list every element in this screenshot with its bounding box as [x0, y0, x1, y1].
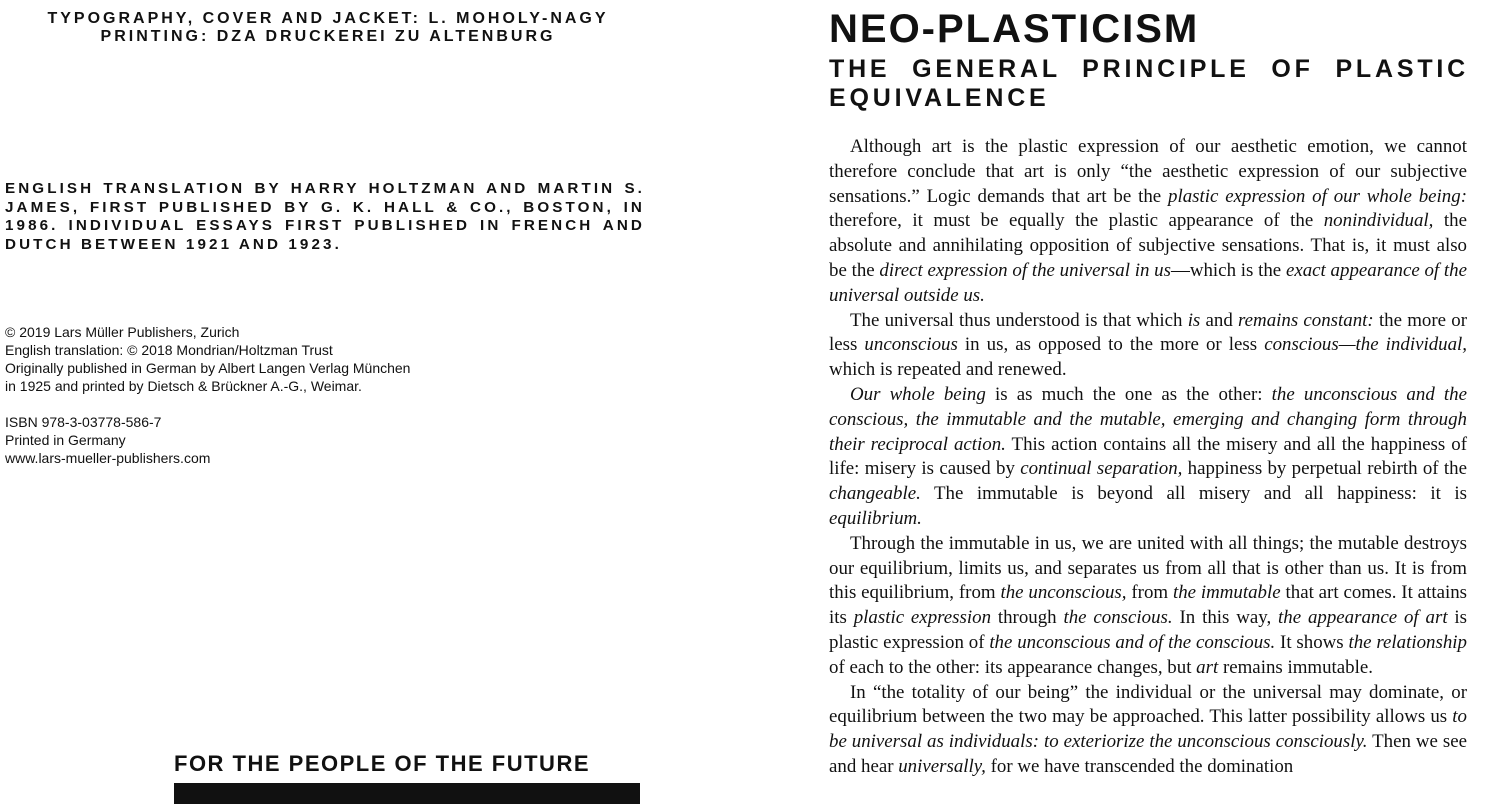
text-run: which is repeated and renewed.	[829, 359, 1067, 381]
text-run: happiness by perpetual rebirth of the	[1182, 458, 1467, 480]
translation-note: ENGLISH TRANSLATION BY HARRY HOLTZMAN AND MARTIN S. JAMES, FIRST PUBLISHED BY G. K. HALL & CO., BOSTON, IN 1986. INDIVIDUAL ESSAYS FIRST PUBLISHED IN FRENCH AND DUTCH BETWEEN 1921 AND 1923.	[5, 180, 645, 253]
text-run: In “the totality of our being” the individual or the universal may dominate, or equilibrium between the two may be approached. This latter possibility allows us	[829, 681, 1467, 728]
italic-run: to be universal as individuals: to exteriorize the unconscious consciously.	[829, 706, 1467, 753]
printing-credit: PRINTING: DZA DRUCKEREI ZU ALTENBURG	[100, 28, 556, 45]
italic-run: direct expression of the universal in us	[879, 259, 1171, 281]
italic-run: remains constant:	[1238, 309, 1374, 331]
paragraph	[829, 383, 1467, 532]
publisher-website: www.lars-mueller-publishers.com	[5, 450, 211, 466]
text-run: Although art is the plastic expression of our aesthetic emotion, we cannot therefore conclude that art is only “the aesthetic expression of our subjective sensations.” Logic demands that art be the	[829, 136, 1467, 207]
text-run: from	[1126, 582, 1173, 604]
italic-run: the unconscious and the conscious, the immutable and the mutable, emerging and changing form through their reciprocal action.	[829, 383, 1467, 455]
text-run: through	[991, 607, 1064, 629]
dedication: FOR THE PEOPLE OF THE FUTURE	[174, 751, 591, 776]
italic-run: plastic expression of our whole being:	[1168, 185, 1467, 207]
text-run: The universal thus understood is that which	[850, 309, 1188, 331]
text-run: —which is the	[1170, 259, 1286, 281]
printed-in-line: Printed in Germany	[5, 432, 126, 448]
text-run: the absolute and annihilating opposition of subjective sensations. That is, it must also be the	[829, 210, 1467, 281]
italic-run: unconscious	[864, 334, 958, 356]
italic-run: the unconscious,	[1000, 582, 1127, 604]
copyright-line: © 2019 Lars Müller Publishers, Zurich	[5, 324, 240, 340]
printing-credits	[18, 10, 638, 46]
page-subtitle: THE GENERAL PRINCIPLE OF PLASTIC EQUIVALENCE	[829, 55, 1469, 112]
italic-run: equilibrium.	[829, 507, 922, 529]
text-run: Through the immutable in us, we are united with all things; the mutable destroys our equilibrium, limits us, and separates us from all that is other than us. It is from this equilibrium, from	[829, 532, 1467, 604]
italic-run: nonindividual,	[1323, 210, 1434, 232]
black-bar	[174, 783, 640, 804]
text-run: therefore, it must be equally the plastic appearance of the	[829, 210, 1324, 232]
italic-run: is	[1187, 309, 1201, 331]
right-page	[760, 0, 1500, 809]
text-run: the more or less	[829, 309, 1468, 356]
italic-run: art	[1196, 656, 1219, 678]
original-publication-line: Originally published in German by Albert Langen Verlag München	[5, 360, 411, 376]
text-run: for we have transcended the domination	[985, 755, 1294, 777]
text-run: In this way,	[1172, 607, 1279, 629]
italic-run: exact appearance of the universal outside us.	[829, 259, 1468, 306]
italic-run: Our whole being	[850, 383, 986, 405]
text-run: remains immutable.	[1218, 656, 1373, 678]
colophon-spacer	[5, 395, 645, 413]
isbn-line: ISBN 978-3-03778-586-7	[5, 414, 162, 430]
paragraph	[829, 135, 1467, 309]
italic-run: conscious—the individual,	[1264, 334, 1468, 356]
italic-run: changeable.	[829, 483, 921, 505]
italic-run: the relationship	[1348, 631, 1467, 653]
text-run: is plastic expression of	[829, 607, 1468, 653]
text-run: of each to the other: its appearance changes, but	[829, 656, 1197, 678]
typography-credit: TYPOGRAPHY, COVER AND JACKET: L. MOHOLY-NAGY	[47, 10, 609, 27]
text-run: in us, as opposed to the more or less	[957, 334, 1265, 356]
text-run: It shows	[1275, 631, 1349, 653]
text-run: Then we see and hear	[829, 731, 1467, 777]
text-run: and	[1200, 309, 1239, 331]
italic-run: the unconscious and of the conscious.	[989, 631, 1276, 653]
italic-run: plastic expression	[853, 607, 992, 629]
italic-run: universally,	[898, 755, 986, 777]
italic-run: the immutable	[1172, 582, 1281, 604]
page-title: NEO-PLASTICISM	[829, 7, 1200, 51]
text-run: that art comes. It attains its	[829, 582, 1467, 629]
paragraph	[829, 532, 1467, 681]
italic-run: the conscious.	[1063, 607, 1173, 629]
essay-body	[829, 135, 1467, 780]
original-printing-line: in 1925 and printed by Dietsch & Brückner A.-G., Weimar.	[5, 378, 362, 394]
paragraph	[829, 309, 1467, 383]
paragraph	[829, 681, 1467, 780]
italic-run: continual separation,	[1020, 458, 1183, 480]
italic-run: the appearance of art	[1278, 607, 1448, 629]
text-run: This action contains all the misery and all the happiness of life: misery is caused by	[829, 433, 1467, 480]
text-run: is as much the one as the other:	[985, 383, 1272, 405]
translation-copyright-line: English translation: © 2018 Mondrian/Holtzman Trust	[5, 342, 333, 358]
text-run: The immutable is beyond all misery and all happiness: it is	[920, 483, 1467, 505]
colophon	[5, 323, 645, 467]
